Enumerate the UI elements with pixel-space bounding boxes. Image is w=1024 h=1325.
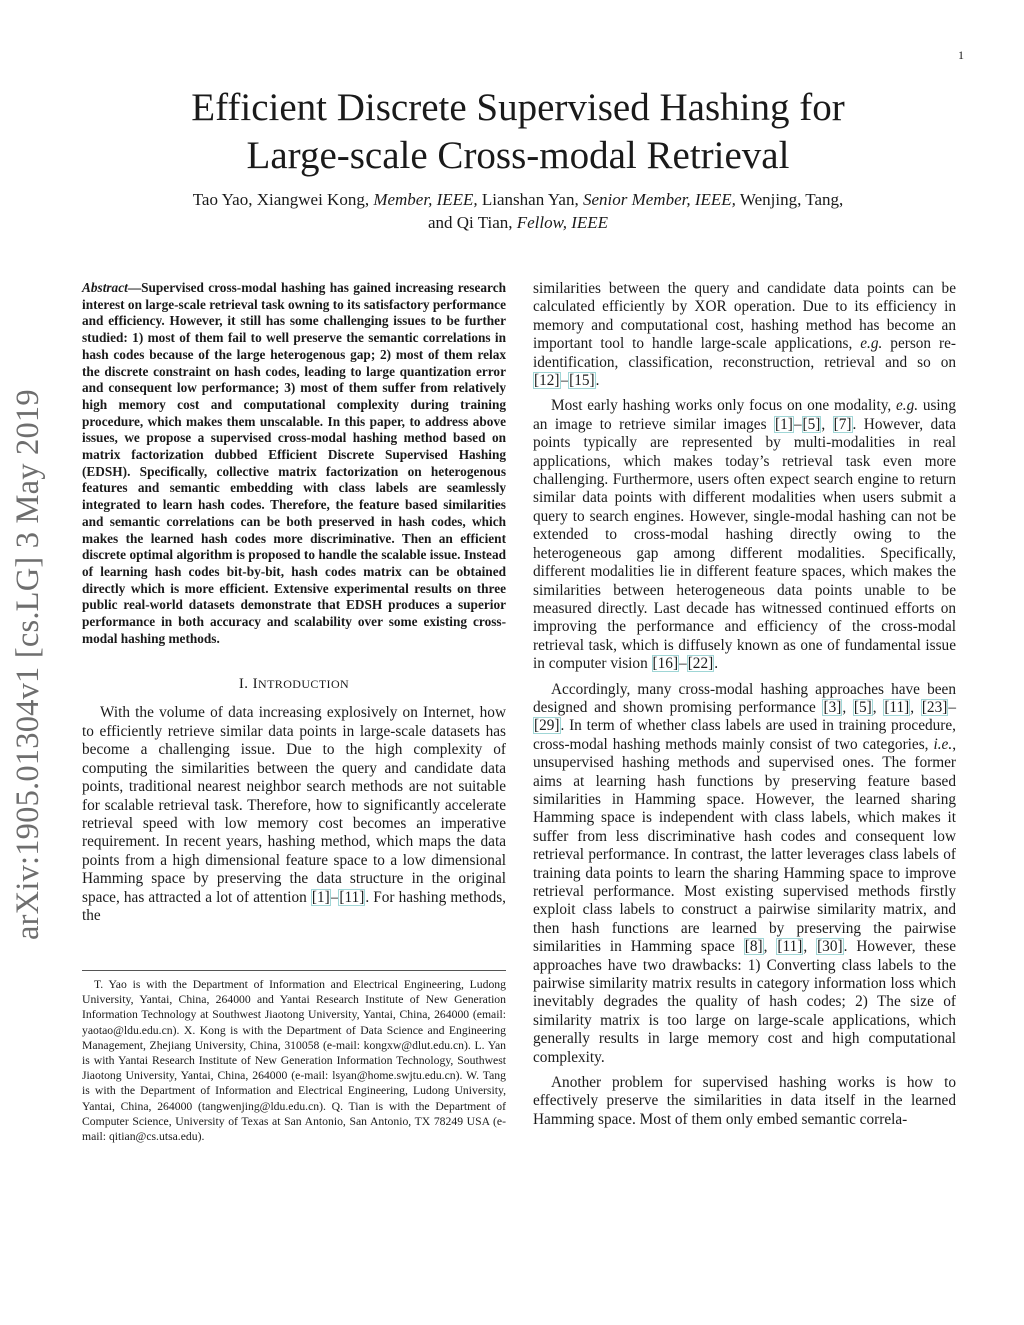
citation-link[interactable]: [5]	[802, 415, 821, 433]
section-title-rest: NTRODUCTION	[258, 677, 350, 692]
paragraph-text: similarities between the query and candidate data points can be calculated efficiently by XOR operation. Due to its efficiency in memory and computational cost, hashing method has become an important tool to handle large-scale applications,	[533, 280, 956, 353]
abstract-label: Abstract	[82, 280, 128, 295]
author-names-4: and Qi Tian,	[427, 213, 513, 232]
author-names-3: Wenjing, Tang,	[739, 190, 844, 209]
range-dash: –	[793, 415, 802, 433]
citation-link[interactable]: [1]	[775, 415, 793, 433]
paragraph-text: . In term of whether class labels are used in training procedure, cross-modal hashing methods mainly consist of two categories,	[533, 717, 956, 753]
title-line-1: Efficient Discrete Supervised Hashing for	[191, 86, 845, 129]
paragraph: Another problem for supervised hashing works is how to effectively preserve the similarities in data itself in the learned Hamming space. Most of them only embed semantic correla-	[533, 1074, 956, 1128]
citation-link[interactable]: [3]	[823, 698, 842, 716]
punctuation: ,	[821, 415, 826, 433]
citation-link[interactable]: [29]	[534, 717, 560, 735]
paragraph-text: person re-identification, classification, reconstruction, retrieval and so on	[533, 335, 956, 371]
author-list	[100, 188, 936, 234]
author-names-1: Tao Yao, Xiangwei Kong,	[192, 190, 370, 209]
citation-link[interactable]: [7]	[833, 415, 852, 433]
punctuation: ,	[872, 698, 877, 716]
arxiv-stamp: arXiv:1905.01304v1 [cs.LG] 3 May 2019	[10, 389, 46, 940]
range-dash: –	[560, 372, 569, 390]
punctuation: ,	[803, 938, 808, 956]
paragraph-text: . However, data points typically are represented by multi-modalities in real applications, which makes today’s retrieval task even more challenging. Furthermore, users often expect search engine to return similar data points with different modalities when users submit a query to search engines. However, single-modal hashing can not be extended to cross-modal hashing directly owing to the heterogeneous gap among different modalities. Specifically, different modalities lie in different feature spaces, which makes the similarities between heterogeneous data points unable to be measured directly. Last decade has witnessed continued efforts on improving the performance and efficiency of the cross-modal retrieval task, which is diffusely known as one of fundamental issue in computer vision	[533, 415, 956, 673]
abbreviation: e.g.	[860, 335, 883, 353]
punctuation: .	[714, 655, 719, 673]
citation-link[interactable]: [8]	[744, 938, 763, 956]
intro-paragraph	[82, 704, 506, 925]
abstract-text: Supervised cross-modal hashing has gained increasing research interest on large-scale retrieval task owning to its satisfactory performance and efficiency. However, it still has some challenging issues to be further studied: 1) most of them fail to well preserve the semantic correlations in hash codes because of the large heterogenous gap; 2) most of them relax the discrete constraint on hash codes, leading to large quantization error and consequent low performance; 3) most of them suffer from relatively high memory cost and computational complexity during training procedure, which makes them unscalable. In this paper, to address above issues, we propose a supervised cross-modal hashing method based on matrix factorization dubbed Efficient Discrete Supervised Hashing (EDSH). Specifically, collective matrix factorization on heterogenous features and semantic embedding with class labels are seamlessly integrated to learn hash codes. Therefore, the feature based similarities and semantic correlations can be both preserved in hash codes, which makes the learned hash codes more discriminative. Then an efficient discrete optimal algorithm is proposed to handle the scalable issue. Instead of learning hash codes bit-by-bit, hash codes matrix can be obtained directly which is more efficient. Extensive experimental results on three public real-world datasets demonstrate that EDSH produces a superior performance in both accuracy and scalability over some existing cross-modal hashing methods.	[82, 280, 506, 646]
paragraph-text: , unsupervised hashing methods and supervised ones. The former aims at learning hash functions by preserving feature based similarities in Hamming space. However, the learned sharing Hamming space is independent with class labels, which makes it suffer from less discriminative hash codes and consequent low retrieval performance. In contrast, the latter leverages class labels of training data points to learn the sharing Hamming space to improve retrieval performance. Most existing supervised methods firstly exploit class labels to construct a pairwise similarity matrix, and then hash functions are learned by preserving the pairwise similarities in Hamming space	[533, 735, 957, 956]
citation-link[interactable]: [11]	[884, 698, 910, 716]
author-names-2: Lianshan Yan,	[481, 190, 579, 209]
author-role-1: Member, IEEE,	[373, 190, 478, 209]
citation-link[interactable]: [11]	[339, 888, 365, 906]
abbreviation: i.e.	[933, 735, 953, 753]
right-column	[533, 280, 956, 1136]
citation-link[interactable]: [22]	[687, 655, 714, 673]
citation-link[interactable]: [5]	[853, 698, 872, 716]
paper-title	[100, 84, 936, 180]
author-role-2: Senior Member, IEEE,	[582, 190, 736, 209]
author-role-3: Fellow, IEEE	[516, 213, 609, 232]
title-line-2: Large-scale Cross-modal Retrieval	[246, 134, 790, 177]
paragraph-text: Accordingly, many cross-modal hashing approaches have been designed and shown promising performance	[533, 680, 956, 716]
paragraph	[533, 681, 956, 1068]
paragraph	[533, 280, 956, 390]
author-affiliations-footnote: T. Yao is with the Department of Information and Electrical Engineering, Ludong University, Yantai, China, 264000 and Yantai Research Institute of New Generation Information Technology at Southwest Jiaotong University, Yantai, China, 264000 (email: yaotao@ldu.edu.cn). X. Kong is with the Department of Data Science and Engineering Management, Zhejiang University, China, 310058 (e-mail: kongxw@dlut.edu.cn). L. Yan is with Yantai Research Institute of New Generation Information Technology, Southwest Jiaotong University, Yantai, China, 264000 (e-mail: lsyan@home.swjtu.edu.cn). W. Tang is with the Department of Information and Electrical Engineering, Ludong University, Yantai, China, 264000 (tangwenjing@ldu.edu.cn). Q. Tian is with the Department of Computer Science, University of Texas at San Antonio, San Antonio, TX 78249 USA (e-mail: qitian@cs.utsa.edu).	[82, 978, 506, 1144]
section-heading-introduction	[82, 675, 506, 693]
citation-link[interactable]: [30]	[817, 938, 843, 956]
abstract	[82, 280, 506, 647]
citation-link[interactable]: [15]	[569, 372, 595, 390]
range-dash: –	[679, 655, 687, 673]
punctuation: .	[595, 372, 600, 390]
paragraph-text: using an image to retrieve similar images	[533, 397, 956, 433]
citation-link[interactable]: [1]	[311, 888, 330, 906]
intro-text-end: . For hashing methods, the	[82, 888, 506, 924]
section-title-initial: I	[252, 676, 259, 693]
punctuation: ,	[763, 938, 768, 956]
page-number: 1	[958, 48, 964, 62]
citation-link[interactable]: [23]	[921, 698, 948, 716]
footnote-divider	[82, 970, 506, 971]
punctuation: ,	[842, 698, 847, 716]
left-column	[82, 280, 506, 925]
section-numeral: I.	[238, 676, 249, 693]
range-dash: –	[948, 698, 956, 716]
intro-text: With the volume of data increasing explosively on Internet, how to efficiently retrieve similar data points in large-scale datasets has become a challenging issue. Due to the high complexity of computing the similarities between the query and candidate data points, traditional nearest neighbor search methods are not suitable for scalable retrieval task. Therefore, how to significantly accelerate retrieval speed with low memory cost becomes an imperative requirement. In recent years, hashing method, which maps the data points from a high dimensional feature space to a low dimensional Hamming space by preserving the data structure in the original space, has attracted a lot of attention	[82, 704, 506, 906]
paragraph-text: Most early hashing works only focus on one modality,	[551, 397, 892, 415]
citation-link[interactable]: [16]	[652, 655, 679, 673]
citation-link[interactable]: [11]	[777, 938, 803, 956]
citation-link[interactable]: [12]	[534, 372, 560, 390]
punctuation: ,	[910, 698, 915, 716]
abstract-dash: —	[127, 280, 142, 295]
range-dash: –	[330, 888, 339, 906]
paragraph-text: . However, these approaches have two drawbacks: 1) Converting class labels to the pairwise similarity matrix results in category information loss which inevitably degrades the quality of hash codes; 2) The size of similarity matrix is too large on large-scale applications, which generally results in large memory cost and high computational complexity.	[533, 938, 956, 1066]
abbreviation: e.g.	[895, 397, 919, 415]
paragraph	[533, 397, 956, 673]
